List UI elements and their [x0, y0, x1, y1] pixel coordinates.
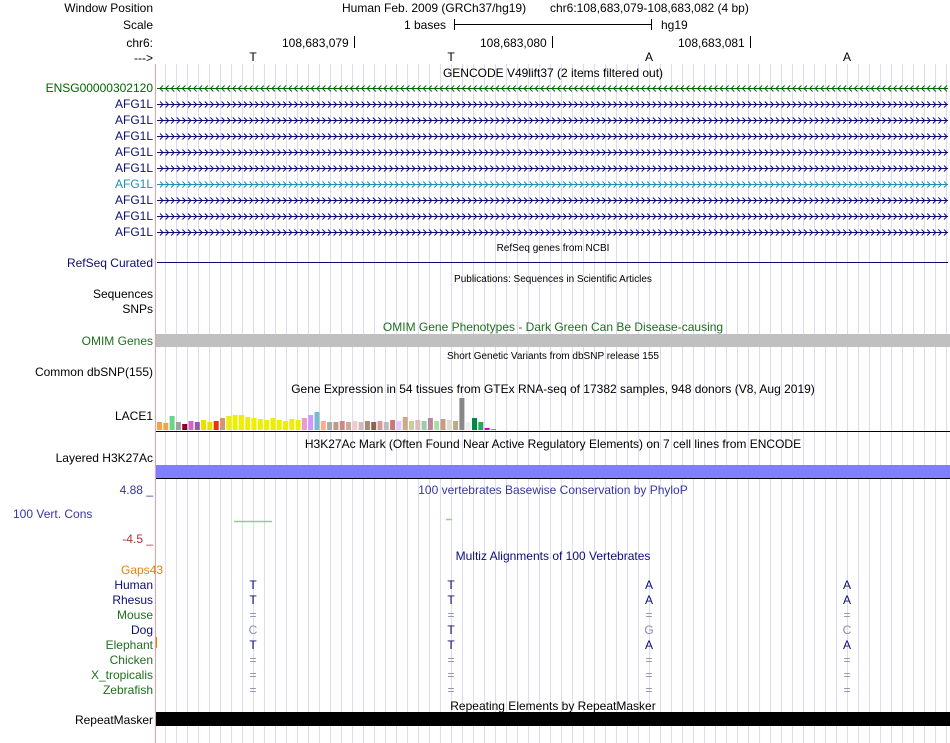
gencode-track-title[interactable]: GENCODE V49lift37 (2 items filtered out): [442, 66, 664, 80]
alignment-base: A: [644, 593, 653, 607]
scale-text: 1 bases: [404, 18, 447, 32]
alignment-base: =: [249, 683, 257, 697]
ruler-tick-label: 108,683,081: [678, 36, 745, 50]
chrom-label: chr6:: [126, 36, 153, 50]
alignment-base: =: [843, 668, 851, 682]
species-label[interactable]: Chicken: [109, 653, 153, 667]
gtex-bar: [422, 421, 427, 430]
alignment-base: T: [447, 593, 455, 607]
gtex-bar: [466, 422, 471, 430]
gtex-bar: [233, 415, 238, 430]
gtex-bar: [352, 421, 357, 430]
gtex-bar: [157, 422, 162, 430]
alignment-base: =: [843, 653, 851, 667]
species-label[interactable]: Dog: [130, 623, 153, 637]
alignment-base: =: [447, 608, 455, 622]
alignment-base: T: [249, 638, 257, 652]
alignment-base: T: [447, 623, 455, 637]
gtex-bar: [384, 422, 389, 430]
gtex-bar: [478, 422, 483, 430]
gtex-bar: [308, 415, 313, 430]
gtex-bar: [201, 420, 206, 430]
gaps-label[interactable]: Gaps43: [121, 563, 164, 577]
gtex-bar: [327, 422, 332, 430]
gtex-bar: [252, 418, 257, 430]
omim-bar: [156, 334, 950, 347]
phylop-track-title[interactable]: 100 vertebrates Basewise Conservation by PhyloP: [418, 483, 688, 497]
gtex-bar: [207, 422, 212, 430]
refseq-curated-label[interactable]: RefSeq Curated: [66, 256, 153, 270]
alignment-base: A: [644, 578, 653, 592]
alignment-base: A: [842, 638, 851, 652]
phylop-label[interactable]: 100 Vert. Cons: [13, 507, 93, 521]
publications-track-title[interactable]: Publications: Sequences in Scientific Articles: [454, 274, 652, 285]
gencode-item-label[interactable]: AFG1L: [114, 161, 153, 175]
h3k27ac-label[interactable]: Layered H3K27Ac: [55, 451, 153, 465]
scale-db: hg19: [661, 18, 688, 32]
scale-label: Scale: [122, 18, 153, 32]
alignment-base: =: [645, 653, 653, 667]
gtex-bar: [170, 416, 175, 430]
gtex-bar: [302, 418, 307, 430]
gtex-bar: [333, 422, 338, 430]
gencode-item-label[interactable]: AFG1L: [114, 129, 153, 143]
omim-track-title[interactable]: OMIM Gene Phenotypes - Dark Green Can Be Disease-causing: [382, 320, 724, 334]
gtex-track-title[interactable]: Gene Expression in 54 tissues from GTEx RNA-seq of 17382 samples, 948 donors (V8, Aug 2019): [291, 382, 815, 396]
gencode-item-label[interactable]: AFG1L: [114, 113, 153, 127]
ref-base: T: [447, 50, 455, 64]
common-dbsnp-label[interactable]: Common dbSNP(155): [34, 365, 153, 379]
repeatmasker-track-title[interactable]: Repeating Elements by RepeatMasker: [450, 699, 656, 713]
gencode-item-label[interactable]: ENSG00000302120: [45, 81, 153, 95]
assembly-name: Human Feb. 2009 (GRCh37/hg19): [342, 1, 527, 15]
gtex-bar: [315, 412, 320, 430]
gencode-item-label[interactable]: AFG1L: [114, 209, 153, 223]
publications-snps-label[interactable]: SNPs: [122, 302, 153, 316]
gtex-bar: [378, 421, 383, 430]
alignment-base: =: [249, 653, 257, 667]
gtex-bar: [447, 420, 452, 430]
alignment-base: C: [248, 623, 258, 637]
repeatmasker-bar: [156, 712, 950, 726]
gtex-bar: [176, 422, 181, 430]
gtex-bar: [239, 415, 244, 430]
species-label[interactable]: Human: [114, 578, 153, 592]
position-readout: chr6:108,683,079-108,683,082 (4 bp): [550, 1, 749, 15]
gtex-bar: [283, 421, 288, 430]
gtex-bar: [245, 417, 250, 430]
gencode-item-label[interactable]: AFG1L: [114, 177, 153, 191]
phylop-max-label: 4.88 _: [119, 483, 153, 497]
gtex-bar: [270, 418, 275, 430]
refseq-track-title[interactable]: RefSeq genes from NCBI: [496, 243, 610, 254]
alignment-base: =: [447, 683, 455, 697]
repeatmasker-label[interactable]: RepeatMasker: [74, 713, 153, 727]
alignment-base: =: [645, 668, 653, 682]
ref-base: A: [842, 50, 851, 64]
gtex-bar: [472, 418, 477, 430]
ruler-tick-label: 108,683,079: [282, 36, 349, 50]
alignment-base: T: [249, 578, 257, 592]
gtex-bar: [346, 422, 351, 430]
alignment-base: =: [249, 608, 257, 622]
gtex-bar: [277, 420, 282, 430]
gtex-bar: [441, 419, 446, 430]
gtex-bar: [226, 416, 231, 430]
alignment-base: G: [644, 623, 654, 637]
species-label[interactable]: Zebrafish: [102, 683, 153, 697]
dbsnp-track-title[interactable]: Short Genetic Variants from dbSNP release 155: [447, 351, 659, 362]
window-position-label: Window Position: [64, 1, 153, 15]
gtex-bar: [321, 421, 326, 430]
gtex-bar: [415, 420, 420, 430]
gtex-bar: [428, 418, 433, 430]
h3k27ac-bar: [156, 465, 950, 478]
alignment-base: =: [447, 668, 455, 682]
gencode-item-label[interactable]: AFG1L: [114, 145, 153, 159]
gtex-bar: [371, 422, 376, 430]
gtex-bar: [163, 423, 168, 430]
gencode-item-label[interactable]: AFG1L: [114, 97, 153, 111]
h3k27ac-track-title[interactable]: H3K27Ac Mark (Often Found Near Active Regulatory Elements) on 7 cell lines from ENCODE: [304, 437, 802, 451]
gtex-bar: [340, 421, 345, 430]
alignment-base: T: [249, 593, 257, 607]
alignment-base: =: [645, 683, 653, 697]
phylop-min-label: -4.5 _: [122, 532, 153, 546]
species-label[interactable]: Elephant: [105, 638, 153, 652]
species-label[interactable]: Rhesus: [112, 593, 153, 607]
ref-base: A: [644, 50, 653, 64]
gtex-bar: [296, 420, 301, 430]
gtex-bar: [289, 419, 294, 430]
gtex-bar: [434, 421, 439, 430]
gtex-bar: [403, 417, 408, 430]
gtex-bar: [390, 420, 395, 430]
gtex-bar: [189, 421, 194, 430]
species-label[interactable]: Mouse: [116, 608, 153, 622]
gencode-item-label[interactable]: AFG1L: [114, 193, 153, 207]
gtex-bar: [459, 398, 464, 430]
alignment-base: =: [843, 683, 851, 697]
gtex-bar: [264, 420, 269, 430]
publications-sequences-label[interactable]: Sequences: [92, 287, 153, 301]
alignment-base: =: [249, 668, 257, 682]
gtex-gene-label[interactable]: LACE1: [114, 409, 153, 423]
alignment-base: A: [842, 593, 851, 607]
alignment-base: T: [447, 638, 455, 652]
omim-genes-label[interactable]: OMIM Genes: [81, 334, 153, 348]
ref-base: T: [249, 50, 257, 64]
gencode-item-label[interactable]: AFG1L: [114, 225, 153, 239]
gtex-bar: [214, 421, 219, 430]
gtex-bar: [258, 419, 263, 430]
gtex-bar: [182, 424, 187, 430]
alignment-base: =: [447, 653, 455, 667]
alignment-base: =: [645, 608, 653, 622]
alignment-base: T: [447, 578, 455, 592]
gtex-bar: [195, 422, 200, 430]
gtex-bar: [409, 421, 414, 430]
gtex-bar: [453, 421, 458, 430]
alignment-base: C: [842, 623, 852, 637]
gtex-bar: [485, 428, 490, 430]
gaps-value: 43: [149, 563, 164, 577]
gtex-bar: [359, 422, 364, 430]
gtex-bar: [365, 421, 370, 430]
species-label[interactable]: X_tropicalis: [90, 668, 153, 682]
alignment-base: A: [842, 578, 851, 592]
strand-label: --->: [134, 51, 153, 65]
alignment-base: A: [644, 638, 653, 652]
gtex-bar: [220, 418, 225, 430]
gtex-bar: [396, 421, 401, 430]
alignment-base: =: [843, 608, 851, 622]
gtex-bar: [491, 429, 496, 430]
ruler-tick-label: 108,683,080: [480, 36, 547, 50]
multiz-track-title[interactable]: Multiz Alignments of 100 Vertebrates: [455, 549, 651, 563]
